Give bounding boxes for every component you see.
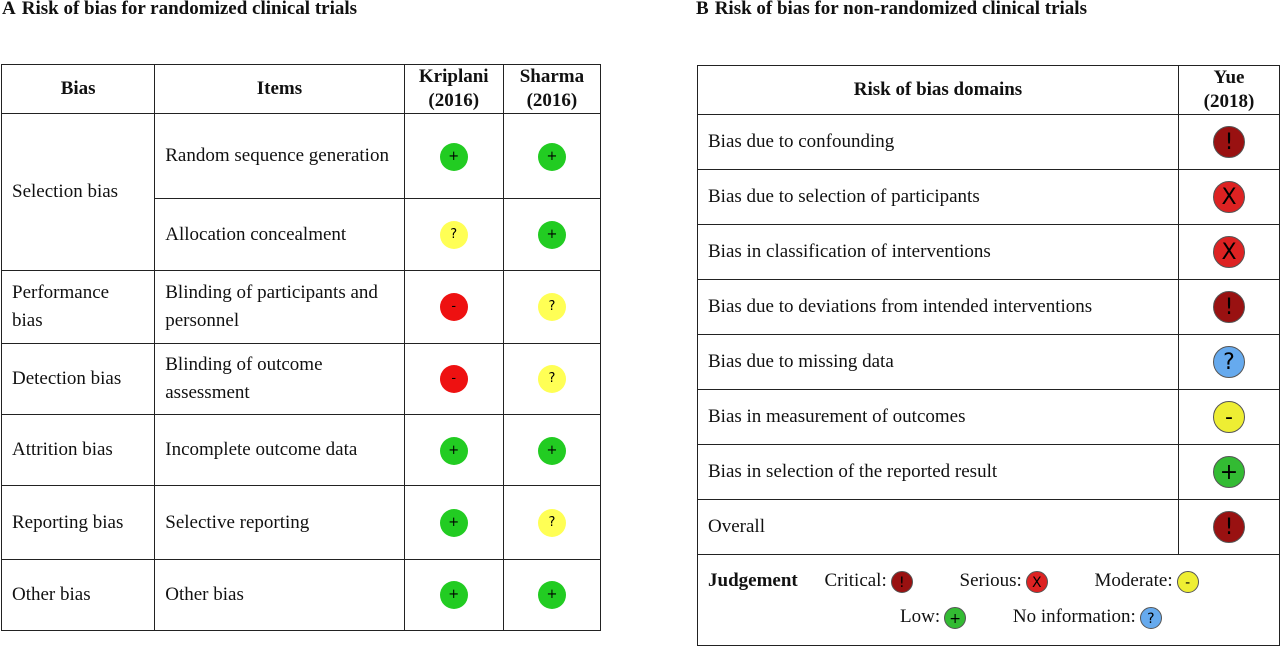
nrct-risk-table — [697, 65, 1280, 646]
rct-row — [2, 559, 601, 630]
critical-icon: ! — [1213, 126, 1245, 158]
panel-a-title-text: Risk of bias for randomized clinical trials — [21, 0, 358, 19]
sharma-judgement — [503, 199, 600, 270]
nrct-row — [698, 500, 1280, 555]
yue-judgement — [1179, 170, 1280, 225]
bias-domain: Bias in measurement of outcomes — [698, 390, 1179, 445]
risk-dot-icon: + — [538, 143, 566, 171]
bias-category: Detection bias — [2, 343, 155, 414]
panel-b-title-text: Risk of bias for non-randomized clinical trials — [714, 0, 1087, 19]
risk-dot-icon: - — [440, 365, 468, 393]
rct-row — [2, 415, 601, 486]
serious-icon: X — [1026, 571, 1048, 593]
legend-moderate: Moderate: - — [1095, 563, 1199, 599]
bias-category: Reporting bias — [2, 486, 155, 559]
bias-item: Selective reporting — [155, 486, 404, 559]
legend-title: Judgement — [708, 570, 798, 591]
header-sharma: Sharma (2016) — [503, 65, 600, 114]
legend-noinfo: No information: ? — [1013, 599, 1162, 635]
panel-a-title — [2, 0, 357, 20]
header-yue: Yue (2018) — [1179, 66, 1280, 115]
header-kriplani: Kriplani (2016) — [404, 65, 503, 114]
rct-row — [2, 486, 601, 559]
panel-b-title — [696, 0, 1087, 20]
kriplani-judgement — [404, 114, 503, 199]
bias-category: Performance bias — [2, 270, 155, 343]
legend-serious: Serious: X — [960, 563, 1048, 599]
kriplani-judgement — [404, 343, 503, 414]
risk-dot-icon: ? — [538, 293, 566, 321]
bias-domain: Bias in classification of interventions — [698, 225, 1179, 280]
yue-judgement — [1179, 115, 1280, 170]
legend-low: Low: + — [900, 599, 966, 635]
critical-icon: ! — [1213, 511, 1245, 543]
nrct-row — [698, 335, 1280, 390]
bias-domain: Bias due to confounding — [698, 115, 1179, 170]
legend — [698, 555, 1280, 646]
bias-domain: Bias in selection of the reported result — [698, 445, 1179, 500]
yue-judgement — [1179, 500, 1280, 555]
header-items: Items — [155, 65, 404, 114]
serious-icon: X — [1213, 236, 1245, 268]
nrct-header-row — [698, 66, 1280, 115]
nrct-body — [698, 115, 1280, 555]
rct-row — [2, 270, 601, 343]
panel-a-letter: A — [2, 0, 16, 19]
low-icon: + — [1213, 456, 1245, 488]
kriplani-judgement — [404, 270, 503, 343]
moderate-icon: - — [1213, 401, 1245, 433]
critical-icon: ! — [891, 571, 913, 593]
bias-domain: Overall — [698, 500, 1179, 555]
bias-item: Allocation concealment — [155, 199, 404, 270]
risk-dot-icon: ? — [440, 221, 468, 249]
bias-item: Other bias — [155, 559, 404, 630]
bias-category: Other bias — [2, 559, 155, 630]
risk-dot-icon: + — [538, 581, 566, 609]
risk-dot-icon: ? — [538, 509, 566, 537]
sharma-judgement — [503, 270, 600, 343]
sharma-judgement — [503, 486, 600, 559]
no-information-icon: ? — [1140, 607, 1162, 629]
risk-dot-icon: + — [440, 143, 468, 171]
noinfo-icon: ? — [1213, 346, 1245, 378]
critical-icon: ! — [1213, 291, 1245, 323]
sharma-judgement — [503, 415, 600, 486]
risk-dot-icon: + — [538, 437, 566, 465]
sharma-judgement — [503, 559, 600, 630]
yue-judgement — [1179, 335, 1280, 390]
bias-domain: Bias due to missing data — [698, 335, 1179, 390]
bias-item: Blinding of outcome assessment — [155, 343, 404, 414]
panel-b-letter: B — [696, 0, 709, 19]
header-bias: Bias — [2, 65, 155, 114]
header-domains: Risk of bias domains — [698, 66, 1179, 115]
bias-item: Incomplete outcome data — [155, 415, 404, 486]
rct-header-row — [2, 65, 601, 114]
bias-category: Attrition bias — [2, 415, 155, 486]
bias-item: Blinding of participants and personnel — [155, 270, 404, 343]
rct-row — [2, 343, 601, 414]
serious-icon: X — [1213, 181, 1245, 213]
nrct-row — [698, 170, 1280, 225]
legend-row — [698, 555, 1280, 646]
risk-dot-icon: + — [440, 509, 468, 537]
yue-judgement — [1179, 390, 1280, 445]
bias-item: Random sequence generation — [155, 114, 404, 199]
risk-dot-icon: + — [440, 437, 468, 465]
bias-domain: Bias due to deviations from intended interventions — [698, 280, 1179, 335]
risk-dot-icon: - — [440, 293, 468, 321]
yue-judgement — [1179, 225, 1280, 280]
yue-judgement — [1179, 280, 1280, 335]
nrct-row — [698, 390, 1280, 445]
bias-domain: Bias due to selection of participants — [698, 170, 1179, 225]
nrct-row — [698, 115, 1280, 170]
moderate-icon: - — [1177, 571, 1199, 593]
rct-row — [2, 114, 601, 199]
sharma-judgement — [503, 114, 600, 199]
rct-body — [2, 114, 601, 631]
nrct-row — [698, 280, 1280, 335]
nrct-row — [698, 225, 1280, 280]
risk-dot-icon: + — [538, 221, 566, 249]
kriplani-judgement — [404, 199, 503, 270]
rct-risk-table — [1, 64, 601, 631]
kriplani-judgement — [404, 486, 503, 559]
kriplani-judgement — [404, 415, 503, 486]
sharma-judgement — [503, 343, 600, 414]
bias-category: Selection bias — [2, 114, 155, 271]
kriplani-judgement — [404, 559, 503, 630]
yue-judgement — [1179, 445, 1280, 500]
legend-critical: Critical: ! — [824, 563, 912, 599]
risk-dot-icon: ? — [538, 365, 566, 393]
low-icon: + — [944, 607, 966, 629]
nrct-row — [698, 445, 1280, 500]
risk-dot-icon: + — [440, 581, 468, 609]
